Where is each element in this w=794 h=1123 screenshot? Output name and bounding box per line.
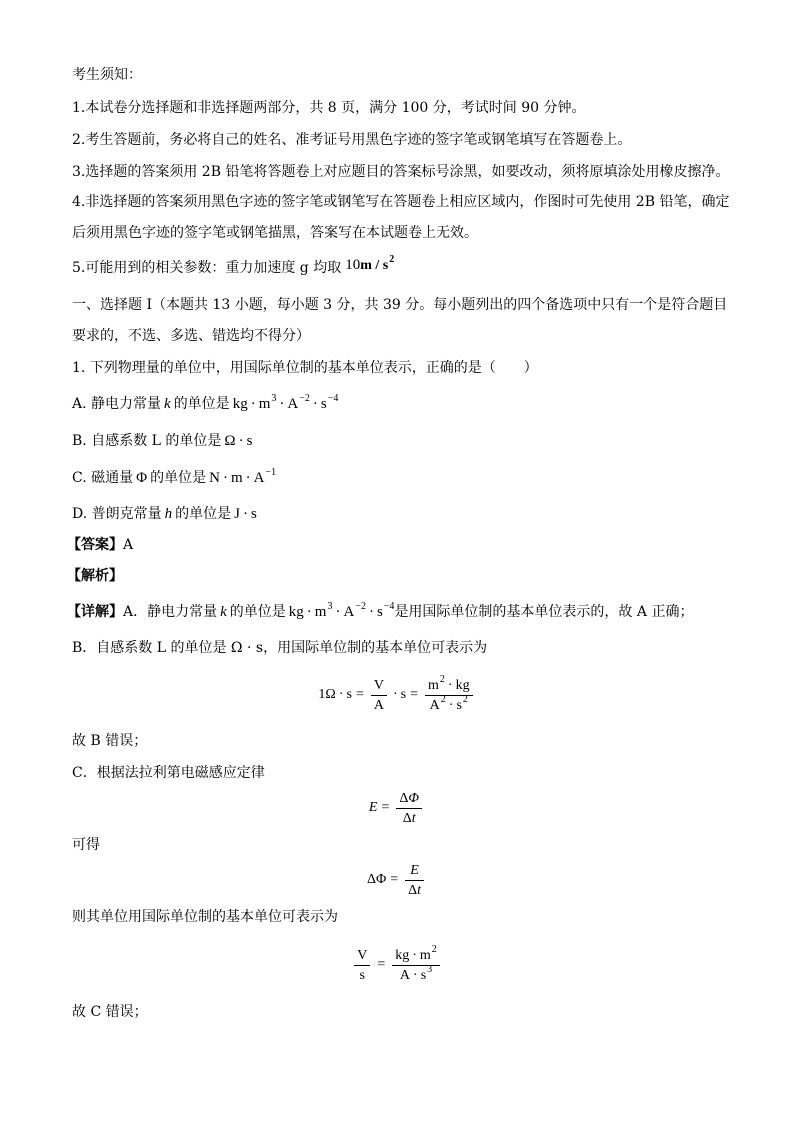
math-symbol: s [400,687,407,702]
math-symbol: ΔΦ [366,872,387,887]
option-text: 自感系数 L 的单位是 [91,433,222,449]
math-symbol: N [209,470,220,486]
math-term [258,393,277,412]
detail-unit [288,601,395,620]
math-base: A [343,604,355,620]
math-term [376,601,395,620]
equals-sign: = [410,687,419,702]
math-base: Φ [408,790,420,806]
detail-label: 【详解】 [67,604,123,620]
math-base: t [417,882,422,898]
gravity-unit-base: m / s [360,258,389,273]
option-b [72,432,252,450]
math-base: m [258,396,271,412]
equals-sign: = [381,800,390,815]
option-unit [209,467,277,486]
option-symbol: Φ [136,470,148,486]
multiply-dot: · [312,396,318,412]
math-term [320,393,339,412]
fraction [396,791,422,826]
math-term [408,791,419,806]
formula-lhs [369,800,378,816]
math-base: A [429,697,440,713]
multiply-dot: · [413,967,418,983]
math-exponent: 3 [327,601,333,612]
math-term [420,963,433,983]
option-label: C. [72,470,87,486]
math-term [369,800,378,815]
math-base: m [419,947,431,963]
math-symbol: s [250,506,257,522]
math-base: A [287,396,299,412]
option-d [72,505,257,523]
math-exponent: 2 [462,693,468,705]
math-symbol: 1Ω [318,687,336,702]
multiply-dot: · [368,604,374,620]
math-symbol: kg [395,947,410,963]
math-symbol: kg [232,396,248,412]
math-symbol: J [234,506,240,522]
option-text: 的单位是 [175,506,232,522]
fraction [371,678,387,713]
math-exponent: 2 [440,693,446,705]
math-base: E [368,800,378,815]
math-symbol: kg [455,677,470,693]
math-term [314,601,333,620]
fraction-denominator [371,695,387,713]
option-variable: h [164,506,173,522]
math-symbol: A [399,967,411,983]
formula-lhs [367,872,386,888]
math-exponent: −4 [383,601,395,612]
fraction-denominator [354,965,370,983]
math-base: A [253,470,265,486]
detail-c-then: 可得 [72,837,100,853]
math-symbol: s [346,687,352,702]
notice-item-1: 1.本试卷分选择题和非选择题两部分，共 8 页，满分 100 分，考试时间 90 分钟。 [72,100,586,116]
math-exponent: −2 [299,393,310,404]
math-exponent: −1 [265,467,277,478]
notice-item-5 [72,254,395,278]
fraction-denominator [396,808,422,826]
math-exponent: −4 [327,393,339,404]
math-term [412,811,416,826]
multiply-dot: · [222,470,228,486]
detail-c-unit-line: 则其单位用国际单位制的基本单位可表示为 [72,909,338,925]
multiply-dot: · [238,433,244,449]
option-text: 静电力常量 [91,396,162,412]
math-base: E [410,862,419,878]
param-text: 5.可能用到的相关参数：重力加速度 g 均取 [72,260,342,276]
fraction [405,863,424,898]
gravity-unit [360,254,395,273]
math-term [287,393,310,412]
detail-text: 是用国际单位制的基本单位表示的，故 A 正确； [394,604,694,620]
gravity-unit-exponent: 2 [389,254,395,265]
math-symbol: V [357,947,368,963]
math-term [253,467,277,486]
formula-term [390,687,406,703]
math-exponent: 2 [431,943,437,955]
detail-b-conclusion: 故 B 错误； [72,733,148,749]
math-term [429,693,446,713]
option-unit [232,393,339,412]
fraction-numerator [354,948,370,965]
section-heading: 一、选择题 I（本题共 13 小题，每小题 3 分，共 39 分。每小题列出的四个备选项中只有一个是符合题目 [72,297,728,313]
fraction-numerator [371,678,387,695]
formula-flux-change [0,860,794,900]
math-exponent: 2 [439,673,445,685]
fraction-numerator [392,943,440,965]
math-symbol: s [359,967,365,983]
notice-item-3: 3.选择题的答案须用 2B 铅笔将答题卷上对应题目的答案标号涂黑，如要改动，须将原填涂处用橡皮擦净。 [72,164,730,180]
section-heading-continued: 要求的，不选、多选、错选均不得分） [72,328,310,344]
option-unit [224,433,252,449]
option-variable: k [164,396,171,412]
option-text: 的单位是 [150,470,207,486]
math-symbol: Δ [402,810,412,826]
math-symbol: Ω [224,433,236,449]
math-base: s [376,604,383,620]
detail-text: 的单位是 [229,604,286,620]
math-term [456,693,468,713]
option-text: 普朗克常量 [91,506,162,522]
answer-line [67,536,133,554]
equals-sign: = [390,872,399,887]
multiply-dot: · [250,396,256,412]
math-base: s [420,967,427,983]
multiply-dot: · [338,687,344,702]
multiply-dot: · [447,677,453,693]
notice-item-2: 2.考生答题前，务必将自己的姓名、准考证号用黑色字迹的签字笔或钢笔填写在答题卷上。 [72,132,632,148]
math-exponent: 3 [427,963,433,975]
math-symbol: Δ [408,882,418,898]
detail-c-line: C．根据法拉利第电磁感应定律 [72,765,265,781]
option-text: 的单位是 [173,396,230,412]
math-symbol: V [373,677,384,693]
detail-variable: k [220,604,227,620]
multiply-dot: · [306,604,312,620]
multiply-dot: · [448,697,454,713]
math-base: s [320,396,327,412]
multiply-dot: · [279,396,285,412]
formula-lhs [318,687,352,703]
math-symbol: kg [288,604,304,620]
multiply-dot: · [245,470,251,486]
fraction-numerator [405,863,424,880]
multiply-dot: · [242,506,248,522]
math-symbol: s [246,433,253,449]
multiply-dot: · [412,947,417,963]
math-base: m [314,604,327,620]
analysis-label [67,567,123,585]
option-c [72,469,276,487]
math-base: t [411,810,416,826]
notice-item-4: 4.非选择题的答案须用黑色字迹的签字笔或钢笔写在答题卷上相应区域内，作图时可先使用 2B 铅笔，确定 [72,194,730,210]
math-symbol: m [230,470,243,486]
gravity-value: 10 [345,257,361,273]
option-label: B. [72,433,87,449]
math-symbol: A [373,697,384,713]
math-exponent: 3 [271,393,277,404]
multiply-dot: · [335,604,341,620]
multiply-dot: · [392,687,398,702]
math-term [410,863,419,878]
fraction-denominator [405,880,424,898]
formula-flux-unit [0,945,794,985]
fraction [392,943,440,983]
math-exponent: −2 [355,601,366,612]
detail-text: A．静电力常量 [123,604,218,620]
math-term [428,673,445,693]
detail-b-line: B．自感系数 L 的单位是 Ω · s，用国际单位制的基本单位可表示为 [72,640,488,656]
notice-title: 考生须知： [72,67,142,83]
option-label: A. [72,396,87,412]
fraction-numerator [425,673,473,695]
fraction-denominator [392,965,440,983]
math-term [417,883,421,898]
equals-sign: = [377,957,386,972]
formula-inductance-unit [0,675,794,715]
detail-a-line [67,603,693,621]
fraction-denominator [425,695,473,713]
answer-label: 【答案】 [67,537,123,553]
math-base: s [456,697,462,713]
detail-c-conclusion: 故 C 错误； [72,1004,148,1020]
option-text: 磁通量 [91,470,134,486]
analysis-label-text: 【解析】 [67,568,123,584]
equals-sign: = [355,687,364,702]
answer-value: A [123,537,134,553]
fraction-numerator [396,791,422,808]
notice-item-4-continued: 后须用黑色字迹的签字笔或钢笔描黑，答案写在本试题卷上无效。 [72,225,478,241]
math-symbol: Δ [399,790,409,806]
fraction [425,673,473,713]
option-label: D. [72,506,88,522]
math-base: m [428,677,439,693]
option-a [72,395,338,413]
fraction [354,948,370,983]
option-unit [234,506,257,522]
question-stem: 1. 下列物理量的单位中，用国际单位制的基本单位表示，正确的是（ ） [72,360,538,376]
math-term [343,601,366,620]
formula-faraday-law [0,788,794,828]
math-term [419,943,437,963]
